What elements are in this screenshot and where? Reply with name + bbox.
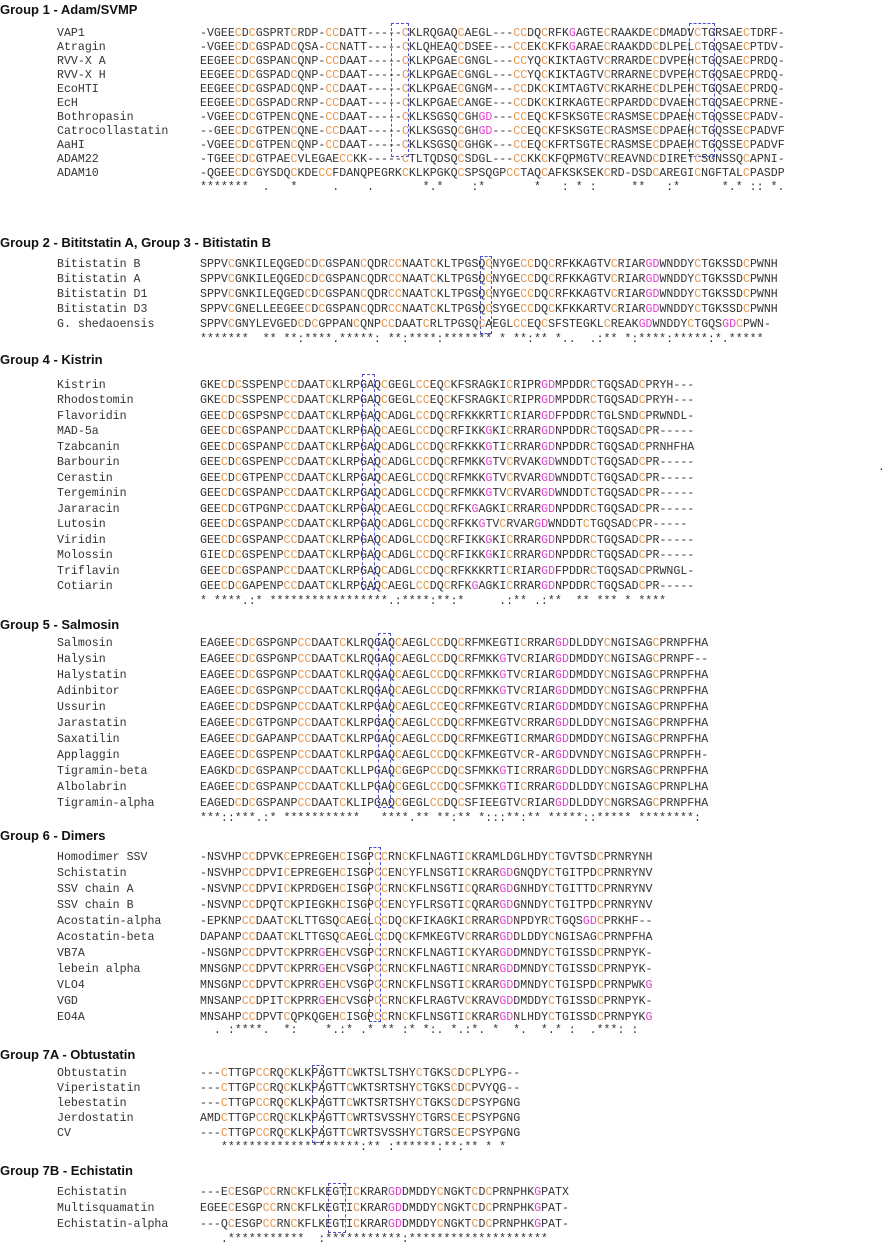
sequence-name: RVV-X H	[57, 69, 106, 82]
sequence: -VGEECDCGTPENCQNP-CCDAAT-----CKLKSGSQCGHGK---CCEQCKFRTSGTECRASMSECDPAEHCTGQSSECPADVF	[200, 139, 785, 152]
group-title: Group 7B - Echistatin	[0, 1163, 133, 1178]
sequence-name: Kistrin	[57, 379, 106, 392]
consensus-line: ******* ** **:****.*****: **:****:******* * **:** *.. .:** *:****:*****:*.*****	[200, 333, 764, 346]
sequence-name: Bitistatin D1	[57, 288, 148, 301]
sequence-name: Bitistatin A	[57, 273, 141, 286]
group-title: Group 5 - Salmosin	[0, 617, 120, 632]
sequence-name: Salmosin	[57, 637, 113, 650]
sequence-name: Halysin	[57, 653, 106, 666]
sequence: EAGEECDCGTPGNPCCDAATCKLRPGAQCAEGLCCDQCRFMKEGTVCRRARGDDLDDYCNGISAGCPRNPFHA	[200, 717, 709, 730]
sequence-name: Lutosin	[57, 518, 106, 531]
sequence: -QGEECDCGYSDQCKDECCFDANQPEGRKCKLKPGKQCSPSQGPCCTAQCAFKSKSEKCRD-DSDCAREGICNGFTALCPASDP	[200, 167, 785, 180]
sequence: GEECDCGSPANPCCDAATCKLRPGAQCADGLCCDQCRFKKKRTICRIARGDFPDDRCTGQSADCPRWNGL-	[200, 565, 695, 578]
group-title: Group 6 - Dimers	[0, 828, 106, 843]
sequence: -NSVHPCCDPVKCEPREGEHCISGPCCRNCKFLNAGTICKRAMLDGLHDYCTGVTSDCPRNRYNH	[200, 851, 653, 864]
sequence-name: Multisquamatin	[57, 1202, 155, 1215]
sequence-name: VAP1	[57, 27, 85, 40]
sequence-name: Saxatilin	[57, 733, 120, 746]
sequence: GKECDCSSPENPCCDAATCKLRPGAQCGEGLCCEQCKFSRAGKICRIPRGDMPDDRCTGQSADCPRYH---	[200, 379, 695, 392]
sequence: SPPVCGNKILEQGEDCDCGSPANCQDRCCNAATCKLTPGSQCNYGECCDQCRFKKAGTVCRIARGDWNDDYCTGKSSDCPWNH	[200, 288, 778, 301]
sequence-name: Albolabrin	[57, 781, 127, 794]
sequence-name: Molossin	[57, 549, 113, 562]
sequence: EAGEECDCGSPANPCCDAATCKLLPGAQCGEGLCCDQCSFMKKGTICRRARGDDLDDYCNGISAGCPRNPLHA	[200, 781, 709, 794]
sequence: EEGEECDCGSPADCQNP-CCDAAT-----CKLKPGAECGNGM---CCDKCKIMTAGTVCRKARHECDLPEHCTGQSAECPRDQ-	[200, 83, 785, 96]
sequence-name: lebestatin	[57, 1097, 127, 1110]
sequence-name: Cerastin	[57, 472, 113, 485]
alignment-group-1	[0, 2, 886, 197]
sequence-name: Viperistatin	[57, 1082, 141, 1095]
sequence-name: Jarastatin	[57, 717, 127, 730]
sequence: GEECDCGSPENPCCDAATCKLRPGAQCADGLCCDQCRFMKKGTVCRVAKGDWNDDTCTGQSADCPR-----	[200, 456, 695, 469]
consensus-line: .*********** :***********:********************	[200, 1233, 548, 1246]
alignment-group-2-3	[0, 235, 886, 345]
consensus-line: * ****.:* *****************.:****:**:* .:** .:** ** *** * ****	[200, 595, 667, 608]
sequence: GEECDCGTPGNPCCDAATCKLRPGAQCAEGLCCDQCRFKGAGKICRRARGDNPDDRCTGQSADCPR-----	[200, 503, 695, 516]
sequence: GEECDCGSPANPCCDAATCKLRPGAQCADGLCCDQCRFKKGTVCRVARGDWNDDTCTGQSADCPR-----	[200, 518, 688, 531]
sequence-name: ADAM22	[57, 153, 99, 166]
sequence: MNSGNPCCDPVTCKPRRGEHCVSGPCCRNCKFLNAGTICNRARGDDMNDYCTGISSDCPRNPYK-	[200, 963, 653, 976]
sequence: SPPVCGNYLEVGEDCDCGPPANCQNPCCDAATCRLTPGSQCAEGLCCEQCSFSTEGKLCREAKGDWNDDYCTGQSGDCPWN-	[200, 318, 771, 331]
sequence-name: SSV chain B	[57, 899, 134, 912]
sequence: -VGEECDCGSPADCQSA-CCNATT-----CKLQHEAQCDSEE---CCEKCKFKGARAECRAAKDDCDLPELCTGQSAECPTDV-	[200, 41, 785, 54]
sequence: DAPANPCCDAATCKLTTGSQCAEGLCCDQCKFMKEGTVCRRARGDDLDDYCNGISAGCPRNPFHA	[200, 931, 653, 944]
sequence-name: Obtustatin	[57, 1067, 127, 1080]
sequence: -NSVNPCCDPQTCKPIEGKHCISGPCCENCYFLRSGTICQRARGDGNNDYCTGITPDCPRNRYNV	[200, 899, 653, 912]
sequence: ---CTTGPCCRQCKLKPAGTTCWKTSRTSHYCTGKSCDCPSYPGNG	[200, 1097, 521, 1110]
consensus-line: ***::***.:* *********** ****.** **:** *:::**:** *****::***** ********:	[200, 812, 701, 825]
sequence-name: Schistatin	[57, 867, 127, 880]
alignment-group-5	[0, 617, 886, 825]
alignment-group-4	[0, 352, 886, 608]
sequence-name: Echistatin-alpha	[57, 1218, 169, 1231]
sequence-name: Tigramin-beta	[57, 765, 148, 778]
sequence-name: Adinbitor	[57, 685, 120, 698]
sequence-name: Atragin	[57, 41, 106, 54]
sequence: SPPVCGNKILEQGEDCDCGSPANCQDRCCNAATCKLTPGSQCNYGECCDQCRFKKAGTVCRIARGDWNDDYCTGKSSDCPWNH	[200, 258, 778, 271]
group-title: Group 1 - Adam/SVMP	[0, 2, 138, 17]
sequence: MNSAHPCCDPVTCQPKQGEHCISGPCCRNCKFLNSGTICKRARGDNLHDYCTGISSDCPRNPYKG	[200, 1011, 653, 1024]
sequence: GEECDCGSPANPCCDAATCKLRPGAQCADGLCCDQCRFMKKGTVCRVARGDWNDDTCTGQSADCPR-----	[200, 487, 695, 500]
sequence-name: lebein alpha	[57, 963, 141, 976]
sequence: -VGEECDCGTPENCQNE-CCDAAT-----CKLKSGSQCGHGD---CCEQCKFSKSGTECRASMSECDPAEHCTGQSSECPADV-	[200, 111, 785, 124]
sequence-name: Homodimer SSV	[57, 851, 148, 864]
consensus-line: ******* . * . . *.* :* * : * : ** :* *.* :: *.	[200, 181, 785, 194]
sequence-name: EcH	[57, 97, 78, 110]
sequence-name: Bitistatin B	[57, 258, 141, 271]
sequence-name: Rhodostomin	[57, 394, 134, 407]
sequence-name: Applaggin	[57, 749, 120, 762]
sequence-name: EcoHTI	[57, 83, 99, 96]
sequence-name: Catrocollastatin	[57, 125, 169, 138]
sequence: ---QCESGPCCRNCKFLKEGTICKRARGDDMDDYCNGKTCDCPRNPHKGPAT-	[200, 1218, 569, 1231]
sequence: SPPVCGNKILEQGEDCDCGSPANCQDRCCNAATCKLTPGSQCNYGECCDQCRFKKAGTVCRIARGDWNDDYCTGKSSDCPWNH	[200, 273, 778, 286]
sequence: EAGEDCDCGSPANPCCDAATCKLIPGAQCGEGLCCDQCSFIEEGTVCRIARGDDLDDYCNGRSAGCPRNPFHA	[200, 797, 709, 810]
sequence-name: Ussurin	[57, 701, 106, 714]
sequence: -NSVHPCCDPVICEPREGEHCISGPCCENCYFLNSGTICKRARGDGNQDYCTGITPDCPRNRYNV	[200, 867, 653, 880]
sequence-name: ADAM10	[57, 167, 99, 180]
sequence: EAGEECDCGSPGNPCCDAATCKLRQGAQCAEGLCCDQCRFMKKGTVCRIARGDDMDDYCNGISAGCPRNPF--	[200, 653, 709, 666]
sequence: GEECDCGSPANPCCDAATCKLRPGAQCAEGLCCDQCRFIKKGKICRRARGDNPDDRCTGQSADCPR-----	[200, 425, 695, 438]
sequence-name: VGD	[57, 995, 78, 1008]
sequence: -VGEECDCGSPRTCRDP-CCDATT-----CKLRQGAQCAEGL---CCDQCRFKGAGTECRAAKDECDMADVCTGRSAECTDRF-	[200, 27, 785, 40]
sequence: GIECDCGSPENPCCDAATCKLRPGAQCADGLCCDQCRFIKKGKICRRARGDNPDDRCTGQSADCPR-----	[200, 549, 695, 562]
sequence-name: Jerdostatin	[57, 1112, 134, 1125]
alignment-group-7b	[0, 1163, 886, 1248]
sequence-name: SSV chain A	[57, 883, 134, 896]
sequence-name: Tergeminin	[57, 487, 127, 500]
sequence: ---ECESGPCCRNCKFLKEGTICKRARGDDMDDYCNGKTCDCPRNPHKGPATX	[200, 1186, 569, 1199]
sequence: GKECDCSSPENPCCDAATCKLRPGAQCGEGLCCEQCKFSRAGKICRIPRGDMPDDRCTGQSADCPRYH---	[200, 394, 695, 407]
sequence-name: Triflavin	[57, 565, 120, 578]
sequence-name: Halystatin	[57, 669, 127, 682]
sequence-name: Acostatin-beta	[57, 931, 155, 944]
sequence: EAGEECDCGSPGNPCCDAATCKLRQGAQCAEGLCCDQCRFMKEGTICRRARGDDLDDYCNGISAGCPRNPFHA	[200, 637, 709, 650]
sequence: -EPKNPCCDAATCKLTTGSQCAEGLCCDQCKFIKAGKICRRARGDNPDYRCTGQSGDCPRKHF--	[200, 915, 653, 928]
sequence: SPPVCGNELLEEGEECDCGSPANCQDRCCNAATCKLTPGSQCSYGECCDQCKFKKARTVCRIARGDWNDDYCTGKSSDCPWNH	[200, 303, 778, 316]
sequence: EAGEECDCGSPGNPCCDAATCKLRQGAQCAEGLCCDQCRFMKKGTVCRIARGDDMDDYCNGISAGCPRNPFHA	[200, 685, 709, 698]
sequence: EAGEECDCGSPGNPCCDAATCKLRQGAQCAEGLCCDQCRFMKKGTVCRIARGDDMDDYCNGISAGCPRNPFHA	[200, 669, 709, 682]
alignment-group-7a	[0, 1047, 886, 1154]
sequence-name: MAD-5a	[57, 425, 99, 438]
consensus-line: . :****. *: *.:* .* ** :* *:. *.:*. * *. *.* : .***: :	[200, 1024, 639, 1037]
sequence-name: VLO4	[57, 979, 85, 992]
sequence: GEECDCGSPSNPCCDAATCKLRPGAQCADGLCCDQCRFKKKRTICRIARGDFPDDRCTGLSNDCPRWNDL-	[200, 410, 695, 423]
stray-dot: .	[878, 462, 885, 474]
sequence: EGEECESGPCCRNCKFLKEGTICKRARGDDMDDYCNGKTCDCPRNPHKGPAT-	[200, 1202, 569, 1215]
sequence: EAGKDCDCGSPANPCCDAATCKLLPGAQCGEGPCCDQCSFMKKGTICRRARGDDLDDYCNGRSAGCPRNPFHA	[200, 765, 709, 778]
sequence: GEECDCGSPANPCCDAATCKLRPGAQCADGLCCDQCRFIKKGKICRRARGDNPDDRCTGQSADCPR-----	[200, 534, 695, 547]
sequence-name: Echistatin	[57, 1186, 127, 1199]
sequence-name: CV	[57, 1127, 71, 1140]
sequence-name: Jararacin	[57, 503, 120, 516]
sequence: GEECDCGAPENPCCDAATCKLRPGAQCAEGLCCDQCRFKGAGKICRRARGDNPDDRCTGQSADCPR-----	[200, 580, 695, 593]
sequence-name: AaHI	[57, 139, 85, 152]
sequence: EAGEECDCGSPENPCCDAATCKLRPGAQCAEGLCCDQCKFMKEGTVCR-ARGDDVNDYCNGISAGCPRNPFH-	[200, 749, 709, 762]
sequence: EEGEECDCGSPANCQNP-CCDAAT-----CKLKPGAECGNGL---CCYQCKIKTAGTVCRRARDECDVPEHCTGQSAECPRDQ-	[200, 55, 785, 68]
sequence: EAGEECDCGAPANPCCDAATCKLRPGAQCAEGLCCDQCRFMKEGTICRMARGDDMDDYCNGISAGCPRNPFHA	[200, 733, 709, 746]
sequence: ---CTTGPCCRQCKLKPAGTTCWRTSVSSHYCTGRSCECPSYPGNG	[200, 1127, 521, 1140]
sequence-name: Cotiarin	[57, 580, 113, 593]
sequence-name: Viridin	[57, 534, 106, 547]
group-title: Group 2 - Bititstatin A, Group 3 - Bitistatin B	[0, 235, 272, 250]
sequence-name: G. shedaoensis	[57, 318, 155, 331]
sequence: -NSVNPCCDPVICKPRDGEHCISGPCCRNCKFLNSGTICQRARGDGNHDYCTGITTDCPRNRYNV	[200, 883, 653, 896]
sequence-name: Bitistatin D3	[57, 303, 148, 316]
sequence-name: Bothropasin	[57, 111, 134, 124]
sequence-name: Tigramin-alpha	[57, 797, 155, 810]
sequence: EAGEECDCDSPGNPCCDAATCKLRPGAQCAEGLCCEQCRFMKEGTVCRIARGDDMDDYCNGISAGCPRNPFHA	[200, 701, 709, 714]
sequence-name: Tzabcanin	[57, 441, 120, 454]
sequence: ---CTTGPCCRQCKLKPAGTTCWKTSRTSHYCTGKSCDCPVYQG--	[200, 1082, 521, 1095]
sequence-name: Barbourin	[57, 456, 120, 469]
sequence: --GEECDCGTPENCQNE-CCDAAT-----CKLKSGSQCGHGD---CCEQCKFSKSGTECRASMSECDPAEHCTGQSSECPADVF	[200, 125, 785, 138]
sequence: EEGEECDCGSPADCRNP-CCDAAT-----CKLKPGAECANGE---CCDKCKIRKAGTECRPARDDCDVAEHCTGQSAECPRNE-	[200, 97, 785, 110]
sequence: GEECDCGTPENPCCDAATCKLRPGAQCAEGLCCDQCRFMKKGTVCRVARGDWNDDTCTGQSADCPR-----	[200, 472, 695, 485]
sequence-name: RVV-X A	[57, 55, 106, 68]
sequence: EEGEECDCGSPADCQNP-CCDAAT-----CKLKPGAECGNGL---CCYQCKIKTAGTVCRRARNECDVPEHCTGQSAECPRDQ-	[200, 69, 785, 82]
sequence: AMDCTTGPCCRQCKLKPAGTTCWRTSVSSHYCTGRSCECPSYPGNG	[200, 1112, 521, 1125]
consensus-line: ********************:** :******:**:** * *	[200, 1141, 507, 1154]
sequence: MNSGNPCCDPVTCKPRRGEHCVSGPCCRNCKFLNSGTICKRARGDDMNDYCTGISPDCPRNPWKG	[200, 979, 653, 992]
sequence: GEECDCGSPANPCCDAATCKLRPGAQCADGLCCDQCRFKKKGTICRRARGDNPDDRCTGQSADCPRNHFHA	[200, 441, 695, 454]
sequence: MNSANPCCDPITCKPRRGEHCVSGPCCRNCKFLRAGTVCKRAVGDDMDDYCTGISSDCPRNPYK-	[200, 995, 653, 1008]
sequence-name: EO4A	[57, 1011, 85, 1024]
sequence: -NSGNPCCDPVTCKPRRGEHCVSGPCCRNCKFLNAGTICKYARGDDMNDYCTGISSDCPRNPYK-	[200, 947, 653, 960]
sequence: ---CTTGPCCRQCKLKPAGTTCWKTSLTSHYCTGKSCDCPLYPG--	[200, 1067, 521, 1080]
sequence-name: Acostatin-alpha	[57, 915, 162, 928]
sequence-name: Flavoridin	[57, 410, 127, 423]
group-title: Group 4 - Kistrin	[0, 352, 103, 367]
group-title: Group 7A - Obtustatin	[0, 1047, 136, 1062]
alignment-group-6	[0, 828, 886, 1037]
sequence: -TGEECDCGTPAECVLEGAECCKK-----CTLTQDSQCSDGL---CCKKCKFQPMGTVCREAVNDCDIRETCSGNSSQCAPNI-	[200, 153, 785, 166]
sequence-name: VB7A	[57, 947, 85, 960]
